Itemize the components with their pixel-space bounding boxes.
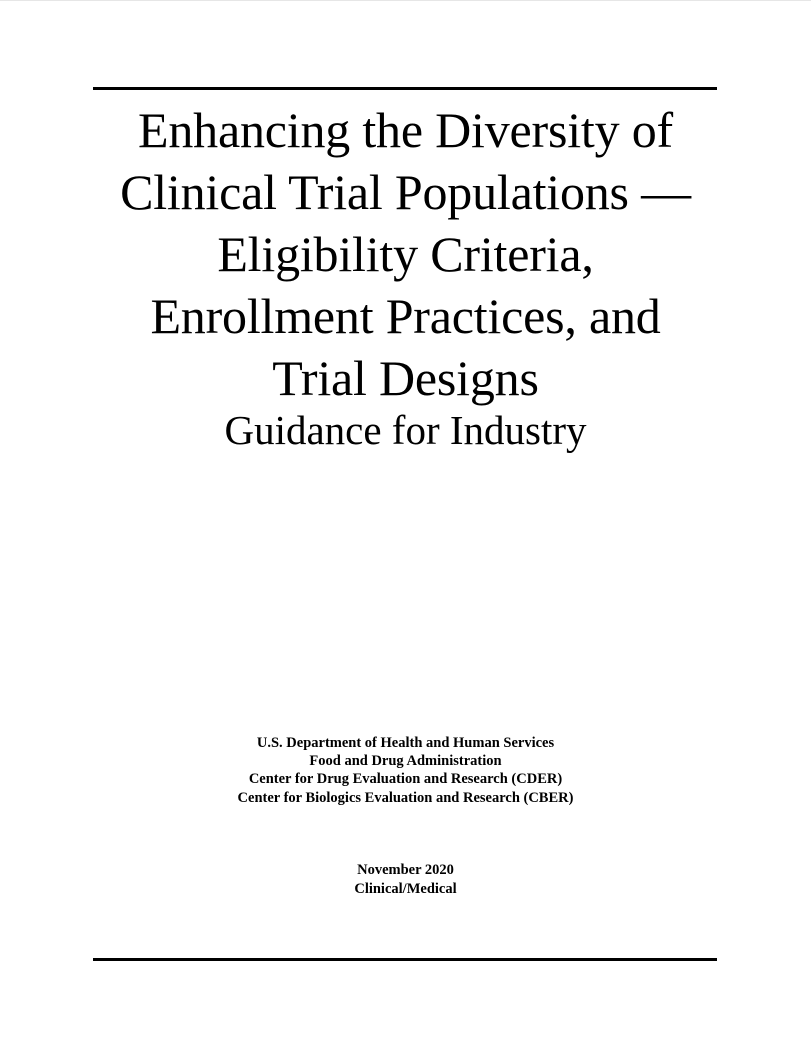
title-line-3: Eligibility Criteria, — [217, 226, 594, 282]
publication-date: November 2020 — [357, 862, 454, 878]
agency-line-cber: Center for Biologics Evaluation and Research (CBER) — [237, 789, 574, 806]
document-subtitle: Guidance for Industry — [224, 407, 587, 453]
title-block — [60, 99, 751, 455]
date-block — [200, 861, 611, 899]
document-category: Clinical/Medical — [354, 881, 457, 897]
page-top-edge — [0, 0, 811, 1]
title-line-5: Trial Designs — [272, 350, 539, 406]
title-line-1: Enhancing the Diversity of — [138, 102, 673, 158]
agency-line-department: U.S. Department of Health and Human Services — [256, 735, 555, 751]
bottom-horizontal-rule — [93, 958, 717, 961]
title-line-4: Enrollment Practices, and — [150, 288, 661, 344]
agency-block — [100, 734, 711, 807]
top-horizontal-rule — [93, 87, 717, 90]
title-line-2: Clinical Trial Populations — — [120, 164, 691, 220]
agency-line-cder: Center for Drug Evaluation and Research (CDER) — [248, 771, 563, 788]
agency-line-fda: Food and Drug Administration — [309, 753, 502, 770]
